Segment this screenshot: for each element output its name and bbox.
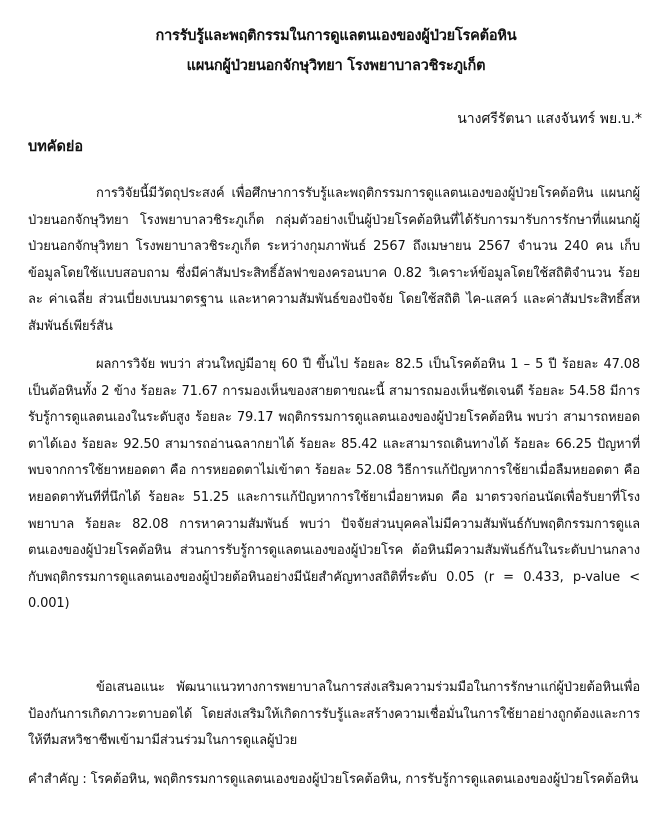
abstract-paragraph-objective: การวิจัยนี้มีวัตถุประสงค์ เพื่อศึกษาการรับรู้และพฤติกรรมการดูแลตนเองของผู้ป่วยโรคต้อหิน แผนกผู้ป่วยนอกจักษุวิทยา โรงพยาบาลวชิระภูเก็ต กลุ่มตัวอย่างเป็นผู้ป่วยโรคต้อหินที่ได้รับการมารับการรักษาที่แผนกผู้ป่วยนอกจักษุวิทยา โรงพยาบาลวชิระภูเก็ต ระหว่างกุมภาพันธ์ 2567 ถึงเมษายน 2567 จำนวน 240 คน เก็บข้อมูลโดยใช้แบบสอบถาม ซึ่งมีค่าสัมประสิทธิ์อัลฟาของครอนบาค 0.82 วิเคราะห์ข้อมูลโดยใช้สถิติจำนวน ร้อยละ ค่าเฉลี่ย ส่วนเบี่ยงเบนมาตรฐาน และหาความสัมพันธ์ของปัจจัย โดยใช้สถิติ ไค-แสคว์ และค่าสัมประสิทธิ์สหสัมพันธ์เพียร์สัน <box>28 186 640 334</box>
title-line-2: แผนกผู้ป่วยนอกจักษุวิทยา โรงพยาบาลวชิระภูเก็ต <box>186 58 486 74</box>
abstract-paragraph-results: ผลการวิจัย พบว่า ส่วนใหญ่มีอายุ 60 ปี ขึ้นไป ร้อยละ 82.5 เป็นโรคต้อหิน 1 – 5 ปี ร้อยละ 47.08 เป็นต้อหินทั้ง 2 ข้าง ร้อยละ 71.67 การมองเห็นของสายตาขณะนี้ สามารถมองเห็นชัดเจนดี ร้อยละ 54.58 มีการรับรู้การดูแลตนเองในระดับสูง ร้อยละ 79.17 พฤติกรรมการดูแลตนเองของผู้ป่วยโรคต้อหิน พบว่า สามารถหยอดตาได้เอง ร้อยละ 92.50 สามารถอ่านฉลากยาได้ ร้อยละ 85.42 และสามารถเดินทางได้ ร้อยละ 66.25 ปัญหาที่พบจากการใช้ยาหยอดตา คือ การหยอดตาไม่เข้าตา ร้อยละ 52.08 วิธีการแก้ปัญหาการใช้ยาเมื่อลืมหยอดตา คือ หยอดตาทันทีที่นึกได้ ร้อยละ 51.25 และการแก้ปัญหาการใช้ยาเมื่อยาหมด คือ มาตรวจก่อนนัดเพื่อรับยาที่โรงพยาบาล ร้อยละ 82.08 การหาความสัมพันธ์ พบว่า ปัจจัยส่วนบุคคลไม่มีความสัมพันธ์กับพฤติกรรมการดูแลตนเองของผู้ป่วยโรคต้อหิน ส่วนการรับรู้การดูแลตนเองของผู้ป่วยโรค ต้อหินมีความสัมพันธ์กันในระดับปานกลางกับพฤติกรรมการดูแลตนเองของผู้ป่วยต้อหินอย่างมีนัยสำคัญทางสถิติที่ระดับ 0.05 (r = 0.433, p-value < 0.001) <box>28 357 640 612</box>
title-line-1: การรับรู้และพฤติกรรมในการดูแลตนเองของผู้ป่วยโรคต้อหิน <box>155 28 517 44</box>
keywords-label: คำสำคัญ : <box>28 772 91 787</box>
keywords-block <box>28 767 648 794</box>
abstract-heading: บทคัดย่อ <box>28 139 84 155</box>
keywords-list: โรคต้อหิน, พฤติกรรมการดูแลตนเองของผู้ป่วยโรคต้อหิน, การรับรู้การดูแลตนเองของผู้ป่วยโรคต้อหิน <box>90 772 639 787</box>
author-name: นางศรีรัตนา แสงจันทร์ พย.บ.* <box>457 111 642 127</box>
abstract-paragraph-recommendation: ข้อเสนอแนะ พัฒนาแนวทางการพยาบาลในการส่งเสริมความร่วมมือในการรักษาแก่ผู้ป่วยต้อหินเพื่อป้องกันการเกิดภาวะตาบอดได้ โดยส่งเสริมให้เกิดการรับรู้และสร้างความเชื่อมั่นในการใช้ยาอย่างถูกต้องและการให้ทีมสหวิชาชีพเข้ามามีส่วนร่วมในการดูแลผู้ป่วย <box>28 680 640 749</box>
